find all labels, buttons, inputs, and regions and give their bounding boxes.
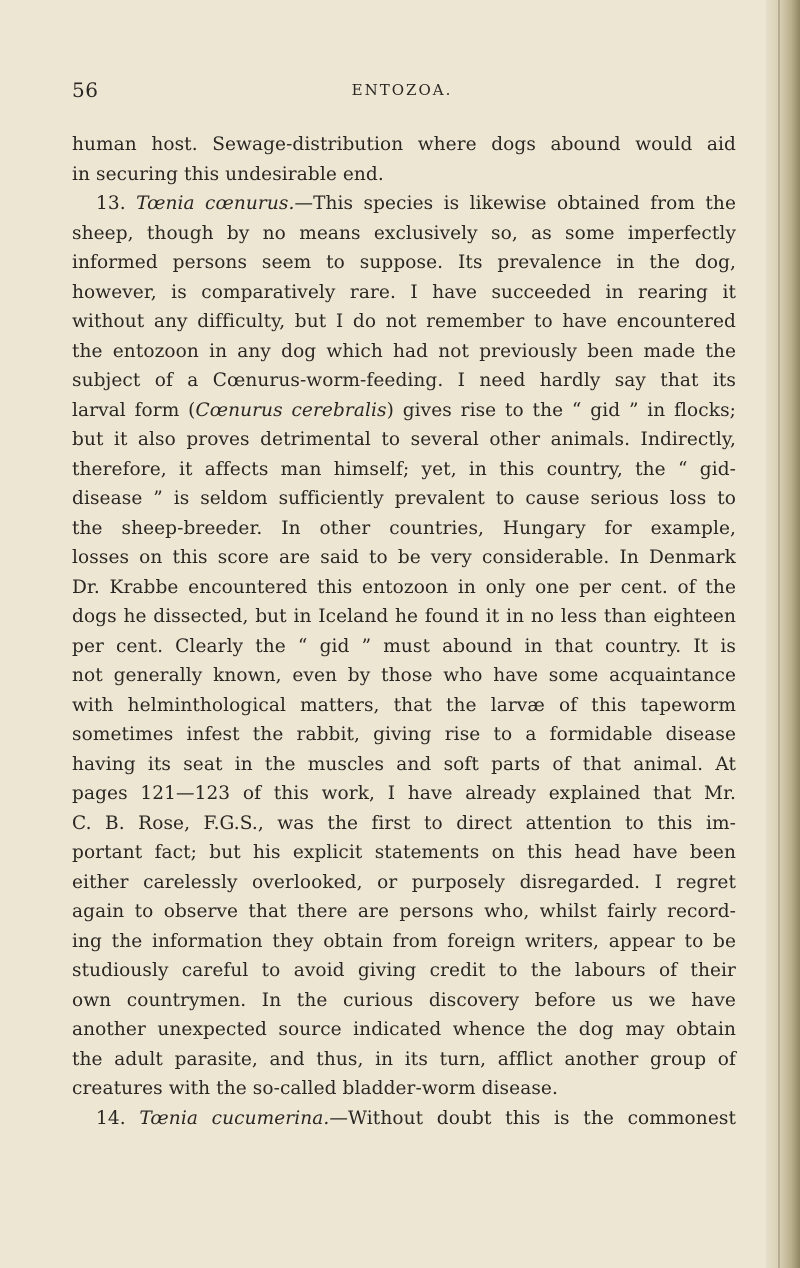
- text-line: the adult parasite, and thus, in its turn, afflict another group of: [72, 1048, 736, 1070]
- text-line: sheep, though by no means exclusively so, as some imperfectly: [72, 222, 736, 244]
- text-run: —Without doubt this is the commonest: [329, 1107, 736, 1129]
- page-header: [72, 78, 732, 106]
- text-line: again to observe that there are persons who, whilst fairly record-: [72, 901, 736, 922]
- text-line: [72, 396, 736, 426]
- text-line: ing the information they obtain from foreign writers, appear to be: [72, 930, 736, 952]
- text-line: Dr. Krabbe encountered this entozoon in only one per cent. of the: [72, 576, 736, 598]
- running-head: ENTOZOA.: [351, 81, 453, 99]
- text-line: another unexpected source indicated whence the dog may obtain: [72, 1019, 736, 1040]
- text-line: [72, 1104, 736, 1134]
- italic-term: Tœnia cœnurus.: [136, 193, 295, 214]
- text-line: with helminthological matters, that the larvæ of this tapeworm: [72, 694, 736, 716]
- text-line: however, is comparatively rare. I have succeeded in rearing it: [72, 281, 736, 303]
- text-line: the entozoon in any dog which had not previously been made the: [72, 340, 736, 362]
- page-edge-shadow: [766, 0, 800, 1268]
- text-line: [72, 189, 736, 219]
- text-line: but it also proves detrimental to several other animals. Indirectly,: [72, 429, 736, 450]
- text-line: sometimes infest the rabbit, giving rise to a formidable disease: [72, 724, 736, 745]
- text-run: 13.: [96, 193, 137, 214]
- text-line: therefore, it affects man himself; yet, in this country, the “ gid-: [72, 458, 736, 480]
- italic-term: Cœnurus cerebralis: [195, 399, 387, 421]
- text-line: losses on this score are said to be very considerable. In Denmark: [72, 547, 736, 568]
- text-run: larval form (: [72, 399, 196, 421]
- text-line: in securing this undesirable end.: [72, 163, 384, 185]
- text-line: having its seat in the muscles and soft parts of that animal. At: [72, 753, 736, 775]
- text-line: portant fact; but his explicit statements on this head have been: [72, 842, 736, 863]
- text-line: pages 121—123 of this work, I have already explained that Mr.: [72, 783, 736, 804]
- text-line: the sheep-breeder. In other countries, Hungary for example,: [72, 517, 736, 539]
- text-run: 14.: [96, 1107, 140, 1129]
- text-line: studiously careful to avoid giving credit to the labours of their: [72, 960, 736, 981]
- text-line: C. B. Rose, F.G.S., was the first to direct attention to this im-: [72, 812, 736, 834]
- body-text: [72, 130, 736, 1133]
- italic-term: Tœnia cucumerina.: [139, 1107, 330, 1129]
- text-line: informed persons seem to suppose. Its prevalence in the dog,: [72, 252, 736, 273]
- text-line: human host. Sewage-distribution where dogs abound would aid: [72, 134, 736, 155]
- text-line: dogs he dissected, but in Iceland he found it in no less than eighteen: [72, 606, 736, 627]
- text-line: disease ” is seldom sufficiently prevalent to cause serious loss to: [72, 488, 736, 509]
- text-line: without any difficulty, but I do not remember to have encountered: [72, 311, 736, 332]
- text-line: per cent. Clearly the “ gid ” must abound in that country. It is: [72, 635, 736, 657]
- text-line: either carelessly overlooked, or purposely disregarded. I regret: [72, 871, 736, 893]
- text-line: own countrymen. In the curious discovery before us we have: [72, 989, 736, 1011]
- text-line: subject of a Cœnurus-worm-feeding. I need hardly say that its: [72, 370, 736, 391]
- text-run: —This species is likewise obtained from the: [294, 193, 736, 214]
- text-line: not generally known, even by those who have some acquaintance: [72, 665, 736, 686]
- text-line: creatures with the so-called bladder-worm disease.: [72, 1078, 558, 1099]
- text-run: ) gives rise to the “ gid ” in flocks;: [386, 399, 736, 421]
- page-number: 56: [72, 78, 99, 102]
